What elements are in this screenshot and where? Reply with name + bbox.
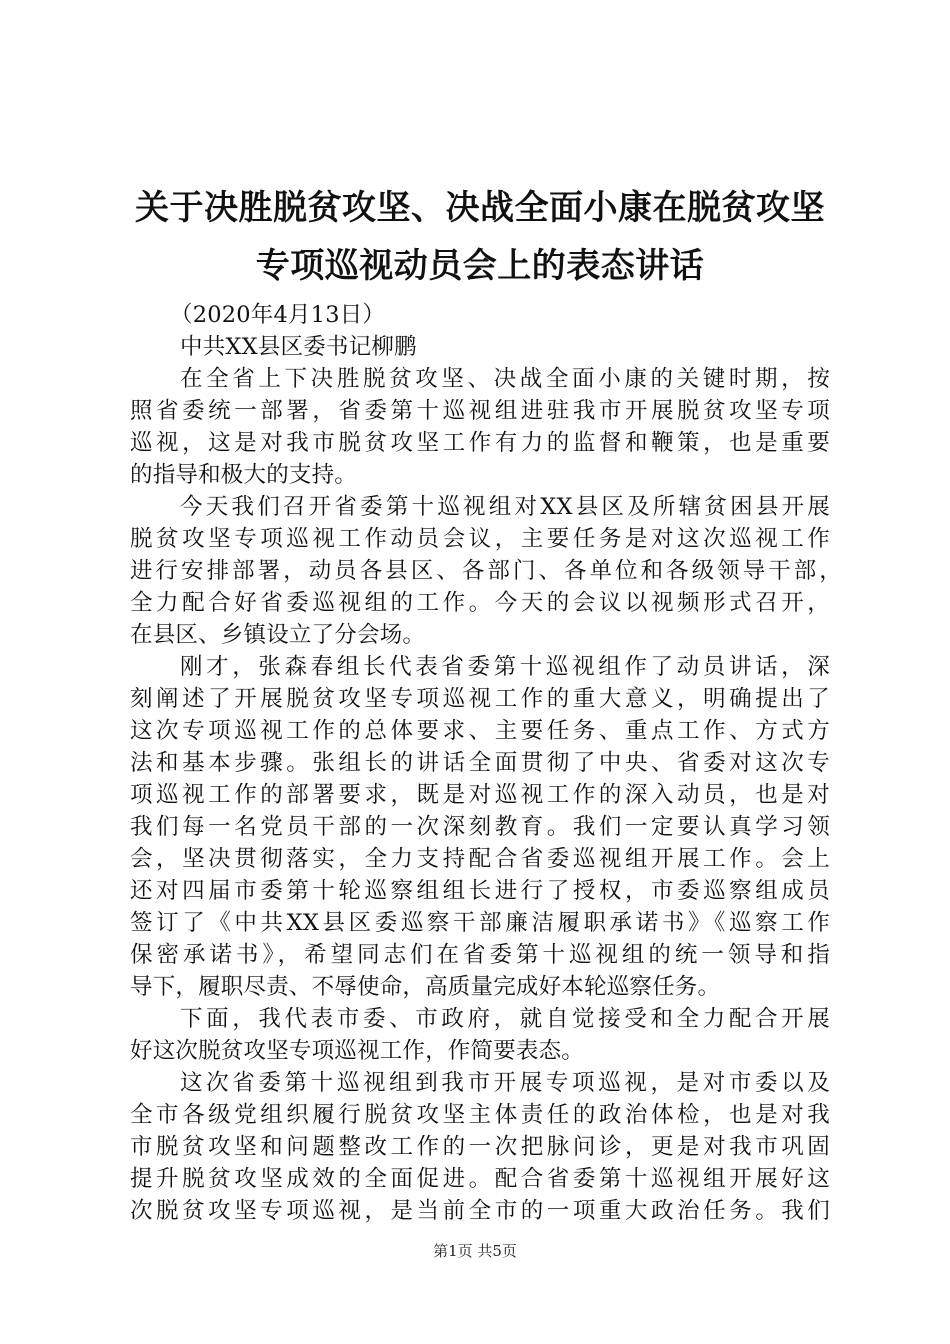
body-line: 刚才，张森春组长代表省委第十巡视组作了动员讲话，深 <box>180 654 830 680</box>
page-number-footer: 第1页 共5页 <box>433 1242 517 1260</box>
document-title-line-1: 关于决胜脱贫攻坚、决战全面小康在脱贫攻坚 <box>135 188 825 228</box>
body-line: 这次省委第十巡视组到我市开展专项巡视，是对市委以及 <box>180 1070 830 1096</box>
body-line: 全力配合好省委巡视组的工作。今天的会议以视频形式召开， <box>130 590 830 616</box>
body-line: 进行安排部署，动员各县区、各部门、各单位和各级领导干部， <box>130 558 842 584</box>
body-line: 脱贫攻坚专项巡视工作动员会议，主要任务是对这次巡视工作 <box>130 526 830 552</box>
body-line: 照省委统一部署，省委第十巡视组进驻我市开展脱贫攻坚专项 <box>130 398 830 424</box>
body-line: 市脱贫攻坚和问题整改工作的一次把脉问诊，更是对我市巩固 <box>130 1134 830 1160</box>
body-line: 会，坚决贯彻落实，全力支持配合省委巡视组开展工作。会上 <box>130 846 830 872</box>
body-line: 项巡视工作的部署要求，既是对巡视工作的深入动员，也是对 <box>130 782 830 808</box>
body-line: 导下，履职尽责、不辱使命，高质量完成好本轮巡察任务。 <box>130 974 721 1000</box>
body-line: 在全省上下决胜脱贫攻坚、决战全面小康的关键时期，按 <box>180 366 830 392</box>
body-line: 签订了《中共XX县区委巡察干部廉洁履职承诺书》《巡察工作 <box>130 910 830 936</box>
document-date: （2020年4月13日） <box>170 302 386 328</box>
body-line: 全市各级党组织履行脱贫攻坚主体责任的政治体检，也是对我 <box>130 1102 830 1128</box>
body-line: 次脱贫攻坚专项巡视，是当前全市的一项重大政治任务。我们 <box>130 1198 830 1224</box>
body-line: 我们每一名党员干部的一次深刻教育。我们一定要认真学习领 <box>130 814 830 840</box>
body-line: 下面，我代表市委、市政府，就自觉接受和全力配合开展 <box>180 1006 830 1032</box>
body-line: 还对四届市委第十轮巡察组组长进行了授权，市委巡察组成员 <box>130 878 830 904</box>
body-line: 保密承诺书》，希望同志们在省委第十巡视组的统一领导和指 <box>130 942 830 968</box>
body-line: 的指导和极大的支持。 <box>130 462 358 488</box>
body-line: 今天我们召开省委第十巡视组对XX县区及所辖贫困县开展 <box>180 494 830 520</box>
document-title-line-2: 专项巡视动员会上的表态讲话 <box>255 246 705 286</box>
body-line: 提升脱贫攻坚成效的全面促进。配合省委第十巡视组开展好这 <box>130 1166 830 1192</box>
body-line: 刻阐述了开展脱贫攻坚专项巡视工作的重大意义，明确提出了 <box>130 686 830 712</box>
body-line: 巡视，这是对我市脱贫攻坚工作有力的监督和鞭策，也是重要 <box>130 430 830 456</box>
body-line: 好这次脱贫攻坚专项巡视工作，作简要表态。 <box>130 1038 585 1064</box>
body-line: 在县区、乡镇设立了分会场。 <box>130 622 426 648</box>
body-line: 这次专项巡视工作的总体要求、主要任务、重点工作、方式方 <box>130 718 830 744</box>
document-author: 中共XX县区委书记柳鹏 <box>180 334 417 360</box>
body-line: 法和基本步骤。张组长的讲话全面贯彻了中央、省委对这次专 <box>130 750 830 776</box>
